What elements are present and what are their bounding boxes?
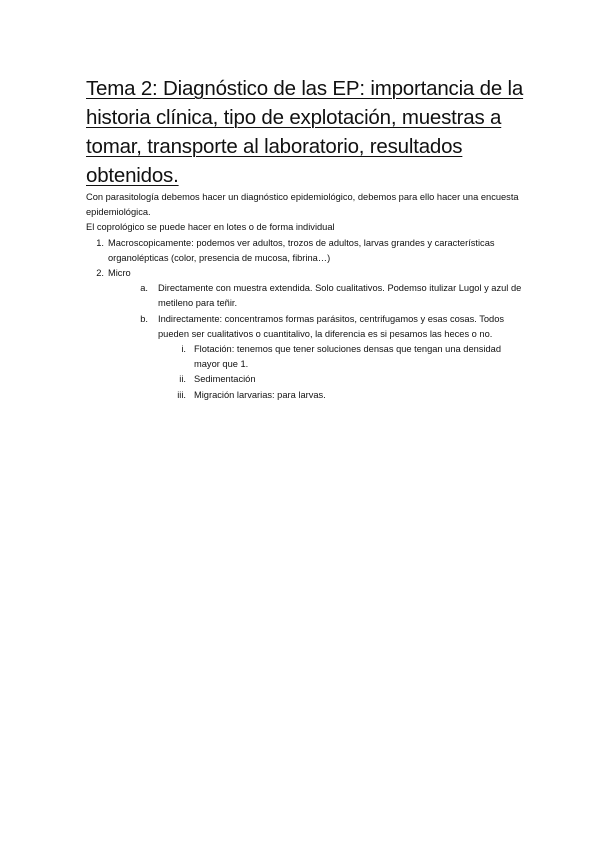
list-marker: iii. <box>177 389 186 400</box>
list-marker: ii. <box>179 374 186 385</box>
list-item-macroscopic <box>86 236 526 266</box>
list-item-text: Flotación: tenemos que tener soluciones densas que tengan una densidad mayor que 1. <box>194 344 502 370</box>
list-marker: 2. <box>96 268 104 279</box>
list-item-micro <box>86 266 526 281</box>
list-item-text: Macroscopicamente: podemos ver adultos, trozos de adultos, larvas grandes y características organolépticas (color, presencia de mucosa, fibrina…) <box>108 237 495 263</box>
list-item-text: Indirectamente: concentramos formas parásitos, centrifugamos y esas cosas. Todos pueden ser cualitativos o cuantitalivo, la diferencia es si pesamos las heces o no. <box>158 313 505 339</box>
sublist-item-indirect <box>86 312 526 342</box>
list-item-text: Sedimentación <box>194 374 256 385</box>
list-marker: b. <box>140 313 148 324</box>
list-marker: i. <box>181 344 186 355</box>
list-marker: a. <box>140 283 148 294</box>
subsublist-item-sedimentacion <box>86 372 526 387</box>
list-marker: 1. <box>96 237 104 248</box>
list-item-text: Migración larvarias: para larvas. <box>194 389 326 400</box>
document-body <box>86 190 526 403</box>
subsublist-item-migracion <box>86 388 526 403</box>
paragraph-epidemiology: Con parasitología debemos hacer un diagnóstico epidemiológico, debemos para ello hacer una encuesta epidemiológica. <box>86 192 519 218</box>
paragraph-coprologic: El coprológico se puede hacer en lotes o de forma individual <box>86 222 335 233</box>
sublist-item-direct <box>86 281 526 311</box>
list-item-text: Micro <box>108 268 131 279</box>
list-item-text: Directamente con muestra extendida. Solo cualitativos. Podemso itulizar Lugol y azul de metileno para teñir. <box>158 283 522 309</box>
page-title: Tema 2: Diagnóstico de las EP: importancia de la historia clínica, tipo de explotación, muestras a tomar, transporte al laboratorio, resultados obtenidos. <box>86 77 524 187</box>
subsublist-item-flotacion <box>86 342 526 372</box>
